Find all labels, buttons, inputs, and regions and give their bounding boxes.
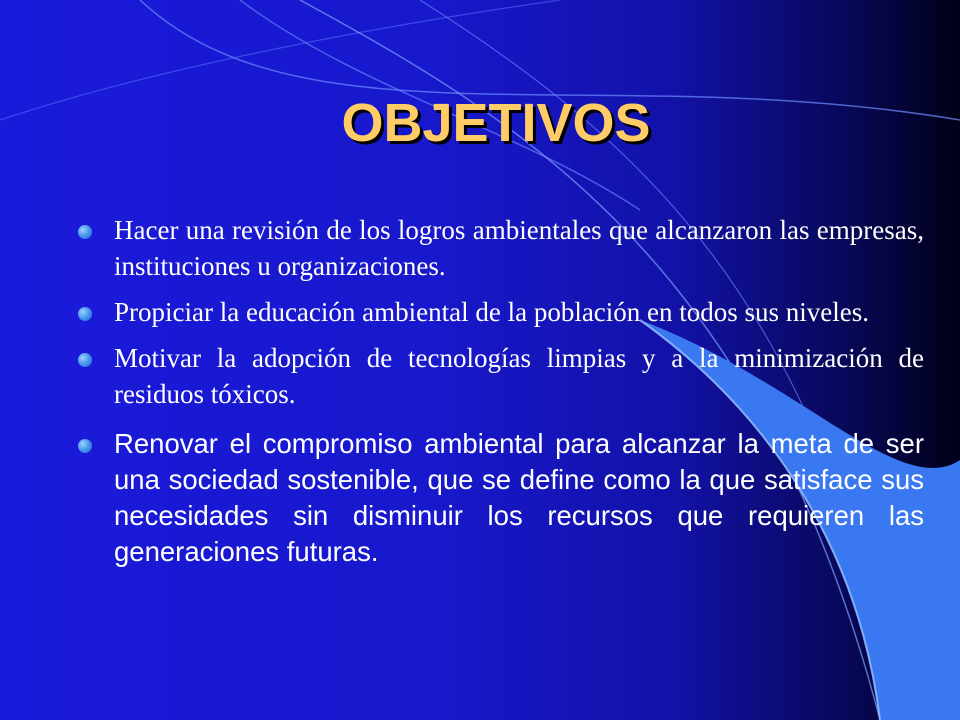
- bullet-text: Renovar el compromiso ambiental para alcanzar la meta de ser una sociedad sostenible, que se define como la que satisface sus necesidades sin disminuir los recursos que requieren las generaciones futuras.: [114, 428, 924, 567]
- bullet-text: Motivar la adopción de tecnologías limpias y a la minimización de residuos tóxicos.: [114, 343, 924, 409]
- bullet-text: Propiciar la educación ambiental de la población en todos sus niveles.: [114, 297, 870, 327]
- list-item: [78, 212, 924, 284]
- bullet-dot-icon: [78, 307, 92, 321]
- bullet-text: Hacer una revisión de los logros ambientales que alcanzaron las empresas, instituciones u organizaciones.: [114, 215, 924, 281]
- bullet-dot-icon: [78, 353, 92, 367]
- list-item: [78, 340, 924, 412]
- list-item: [78, 294, 924, 330]
- slide-title: OBJETIVOS: [341, 93, 651, 153]
- list-item: [78, 426, 924, 570]
- objectives-list: [78, 212, 924, 580]
- bullet-dot-icon: [78, 225, 92, 239]
- bullet-dot-icon: [78, 439, 92, 453]
